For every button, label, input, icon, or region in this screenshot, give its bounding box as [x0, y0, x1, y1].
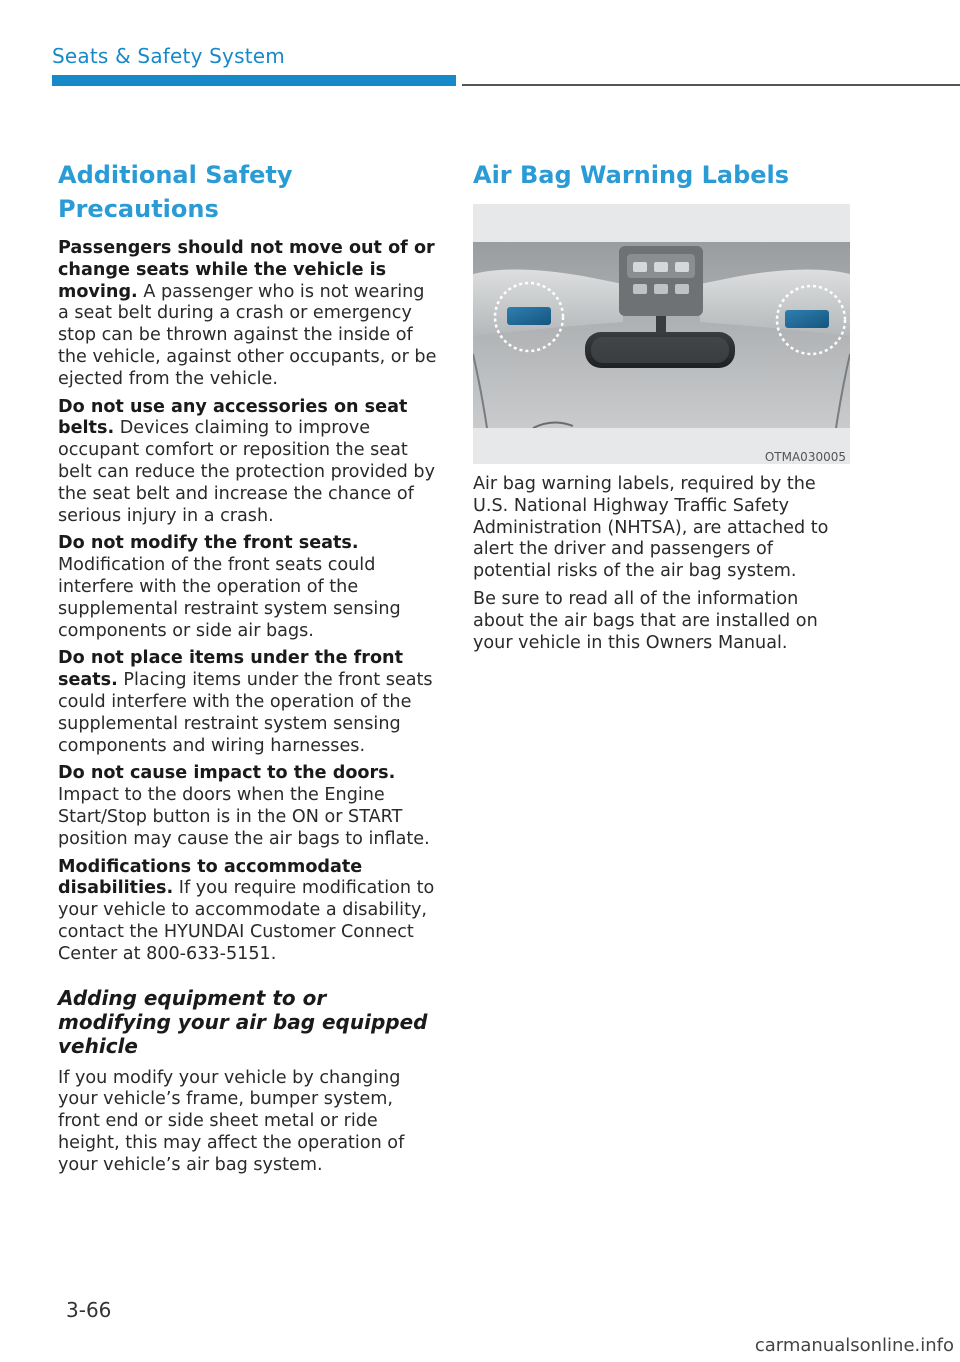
page-number: 3-66 — [66, 1298, 112, 1322]
paragraph-lead: Do not cause impact to the doors. — [58, 763, 396, 784]
paragraph-lead: Do not modify the front seats. — [58, 533, 359, 554]
paragraph-impact-doors — [58, 763, 438, 850]
figure-code: OTMA030005 — [764, 450, 846, 464]
paragraph-warning-labels: Air bag warning labels, required by the U.S. National Highway Traffic Safety Administration (NHTSA), are attached to alert the driver and passengers of potential risks of the air bag system. — [473, 474, 829, 582]
paragraph-body: A passenger who is not wearing a seat belt during a crash or emergency stop can be thrown against the inside of the vehicle, against other occupants, or be ejected from the vehicle. — [58, 281, 437, 389]
paragraph-body: Impact to the doors when the Engine Start/Stop button is in the ON or START position may cause the air bags to inflate. — [58, 785, 430, 849]
subheading-adding-equipment: Adding equipment to or modifying your air bag equipped vehicle — [58, 985, 428, 1058]
paragraph-disabilities — [58, 857, 438, 966]
header-divider-line — [462, 84, 960, 86]
air-bag-label-illustration — [473, 204, 850, 464]
paragraph-items-under-seats — [58, 648, 438, 757]
paragraph-passengers-moving — [58, 238, 438, 391]
paragraph-modify-front-seats — [58, 533, 438, 642]
paragraph-body: Modification of the front seats could interfere with the operation of the supplemental restraint system sensing components or side air bags. — [58, 555, 401, 641]
watermark-logo: carmanualsonline.info — [754, 1335, 954, 1356]
paragraph-body: Placing items under the front seats could interfere with the operation of the supplemental restraint system sensing components and wiring harnesses. — [58, 670, 433, 756]
paragraph-body: If you require modification to your vehicle to accommodate a disability, contact the HYUNDAI Customer Connect Center at 800-633-5151. — [58, 878, 435, 964]
header-accent-bar — [52, 75, 456, 86]
right-column — [473, 158, 851, 660]
heading-additional-safety-precautions: Additional Safety Precautions — [58, 161, 293, 223]
paragraph-modify-vehicle: If you modify your vehicle by changing your vehicle’s frame, bumper system, front end or side sheet metal or ride height, this may affect the operation of your vehicle’s air bag system. — [58, 1067, 405, 1175]
paragraph-lead: Do not use any accessories on seat belts. — [58, 396, 408, 439]
heading-air-bag-warning-labels: Air Bag Warning Labels — [473, 161, 790, 189]
paragraph-read-information: Be sure to read all of the information about the air bags that are installed on your vehicle in this Owners Manual. — [473, 588, 818, 653]
paragraph-lead: Modifications to accommodate disabilities. — [58, 856, 363, 899]
paragraph-lead: Do not place items under the front seats. — [58, 648, 403, 691]
paragraph-seat-belt-accessories — [58, 397, 438, 528]
paragraph-lead: Passengers should not move out of or change seats while the vehicle is moving. — [58, 238, 435, 302]
section-title: Seats & Safety System — [52, 44, 285, 68]
warning-labels-text — [473, 474, 851, 654]
sun-visor-illustration — [473, 204, 850, 464]
left-column — [58, 158, 438, 1182]
paragraph-body: Devices claiming to improve occupant comfort or reposition the seat belt can reduce the protection provided by the seat belt and increase the chance of serious injury in a crash. — [58, 418, 435, 526]
